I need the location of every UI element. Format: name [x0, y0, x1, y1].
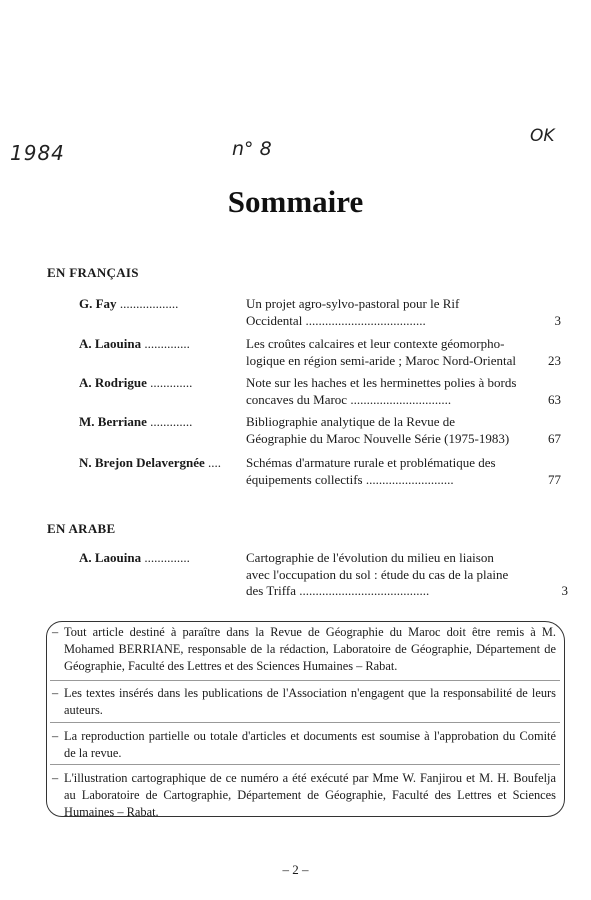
- note-item: – L'illustration cartographique de ce numéro a été exécuté par Mme W. Fanjirou et M. H. Boufelja au Laboratoire de Cartographie, Département de Géographie, Faculté des Lettres et Sciences Humaines – Rabat.: [52, 771, 556, 819]
- section-heading-french: EN FRANÇAIS: [47, 265, 139, 280]
- toc-entry-author: N. Brejon Delavergnée ....: [79, 455, 222, 470]
- toc-entry-page: 3: [561, 583, 568, 598]
- handwritten-issue-number: n° 8: [232, 138, 272, 160]
- toc-entry-author: A. Laouina ..............: [79, 550, 190, 565]
- note-divider: [50, 722, 560, 723]
- toc-entry-page: 23: [548, 352, 561, 368]
- toc-entry-title: Bibliographie analytique de la Revue de Géographie du Maroc Nouvelle Série (1975-1983): [246, 414, 510, 446]
- toc-entry-title: Les croûtes calcaires et leur contexte géomorpho- logique en région semi-aride ; Maroc Nord-Oriental: [246, 336, 517, 368]
- note-item: – Tout article destiné à paraître dans la Revue de Géographie du Maroc doit être remis à M. Mohamed BERRIANE, responsable de la rédaction, Laboratoire de Géographie, Département de Géographie, Faculté des Lettres et des Sciences Humaines – Rabat.: [52, 625, 556, 673]
- page-title: Sommaire: [227, 184, 364, 219]
- note-item: – La reproduction partielle ou totale d'articles et documents est soumise à l'approbation du Comité de la revue.: [52, 729, 556, 760]
- toc-entry-title: Cartographie de l'évolution du milieu en liaison avec l'occupation du sol : étude du cas de la plaine des Triffa ........................................: [246, 550, 509, 598]
- note-item: – Les textes insérés dans les publications de l'Association n'engagent que la responsabilité de leurs auteurs.: [52, 686, 556, 717]
- toc-entry-page: 63: [548, 391, 561, 407]
- toc-entry-author: A. Rodrigue .............: [79, 375, 193, 390]
- toc-entry-page: 3: [554, 312, 561, 328]
- toc-entry-title: Note sur les haches et les herminettes polies à bords concaves du Maroc ...............................: [246, 375, 517, 407]
- toc-entry-page: 77: [548, 471, 561, 487]
- toc-entry-page: 67: [548, 430, 561, 446]
- section-heading-arabic: EN ARABE: [47, 521, 116, 536]
- toc-entry-author: G. Fay ..................: [79, 296, 179, 311]
- note-divider: [50, 680, 560, 681]
- toc-entry-title: Un projet agro-sylvo-pastoral pour le Rif Occidental .....................................: [246, 296, 460, 328]
- toc-entry-author: A. Laouina ..............: [79, 336, 190, 351]
- toc-entry-title: Schémas d'armature rurale et problématique des équipements collectifs ...........................: [246, 455, 496, 487]
- toc-entry-author: M. Berriane .............: [79, 414, 193, 429]
- note-divider: [50, 764, 560, 765]
- handwritten-ok-mark: OK: [530, 126, 555, 146]
- handwritten-year: 1984: [10, 141, 65, 165]
- page-number: – 2 –: [282, 862, 309, 877]
